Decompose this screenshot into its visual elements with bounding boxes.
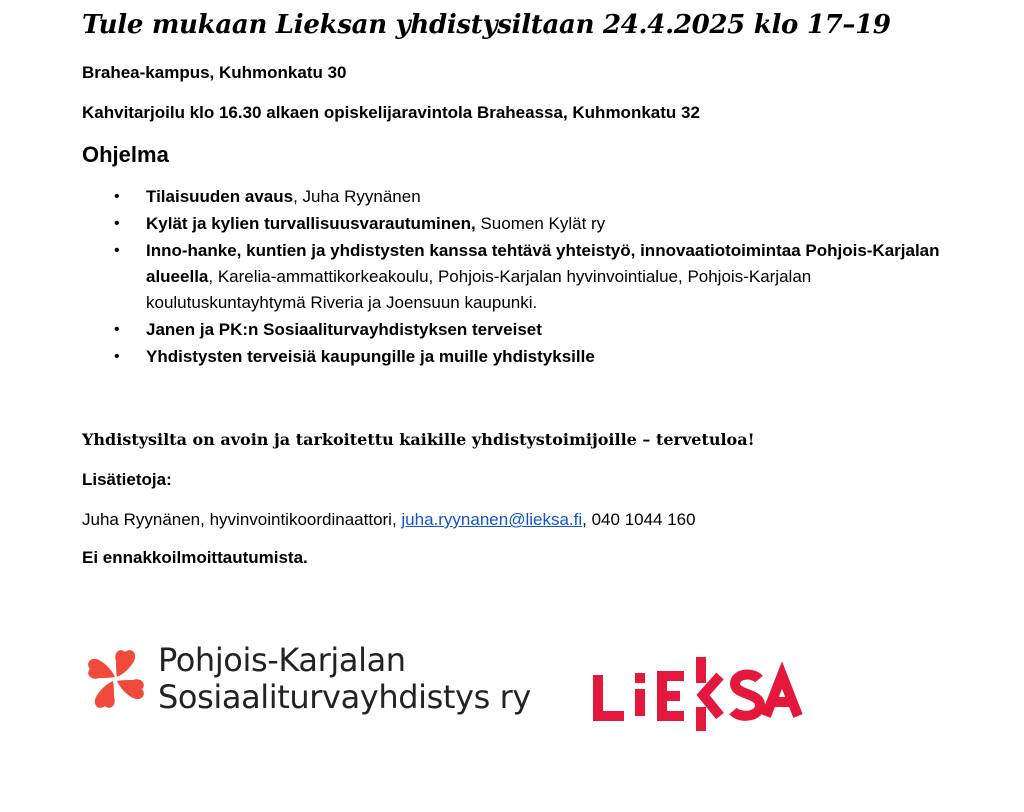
org-name-line-2: Sosiaaliturvayhdistys ry: [158, 678, 531, 716]
event-location: Brahea-kampus, Kuhmonkatu 30: [82, 63, 347, 82]
org-name: [158, 642, 531, 716]
program-heading: Ohjelma: [82, 142, 169, 167]
program-item-title: Yhdistysten terveisiä kaupungille ja muille yhdistyksille: [146, 347, 595, 366]
bullet-icon: •: [114, 321, 120, 338]
welcome-statement: Yhdistysilta on avoin ja tarkoitettu kaikille yhdistystoimijoille – tervetuloa!: [82, 430, 755, 449]
program-item-title: Kylät ja kylien turvallisuusvarautuminen,: [146, 214, 476, 233]
contact-line: [82, 510, 696, 530]
bullet-icon: •: [114, 215, 120, 232]
program-item-detail: , Juha Ryynänen: [293, 187, 421, 206]
program-item: [110, 211, 940, 237]
program-item-title: Janen ja PK:n Sosiaaliturvayhdistyksen terveiset: [146, 320, 542, 339]
program-item: [110, 344, 940, 370]
contact-phone: , 040 1044 160: [582, 510, 696, 529]
program-item-detail: Suomen Kylät ry: [475, 214, 606, 233]
bullet-icon: •: [114, 348, 120, 365]
no-registration-note: Ei ennakkoilmoittautumista.: [82, 548, 308, 567]
contact-email-link[interactable]: juha.ryynanen@lieksa.fi: [401, 510, 583, 529]
program-item: [110, 184, 940, 210]
program-item-title: Tilaisuuden avaus: [146, 187, 294, 206]
contact-name-role: Juha Ryynänen, hyvinvointikoordinaattori,: [82, 510, 402, 529]
program-item: [110, 238, 940, 316]
bullet-icon: •: [114, 242, 120, 259]
event-title: Tule mukaan Lieksan yhdistysiltaan 24.4.2025 klo 17–19: [82, 10, 891, 40]
program-list: [110, 184, 940, 371]
program-item-detail: , Karelia-ammattikorkeakoulu, Pohjois-Karjalan hyvinvointialue, Pohjois-Karjalan koulutuskuntayhtymä Riveria ja Joensuun kaupunki.: [146, 267, 812, 312]
lieksa-logo: [590, 655, 805, 740]
bullet-icon: •: [114, 188, 120, 205]
program-item-title: Inno-hanke, kuntien ja yhdistysten kanssa tehtävä yhteistyö, innovaatiotoimintaa Pohjois-Karjalan alueella: [146, 241, 940, 286]
more-info-label: Lisätietoja:: [82, 470, 172, 489]
sosiaaliturvayhdistys-logo: [82, 638, 542, 734]
red-four-hearts-clover-icon: [82, 646, 148, 712]
org-name-line-1: Pohjois-Karjalan: [158, 641, 406, 679]
program-item: [110, 317, 940, 343]
coffee-info: Kahvitarjoilu klo 16.30 alkaen opiskelijaravintola Braheassa, Kuhmonkatu 32: [82, 103, 700, 122]
lieksa-wordmark: [590, 655, 805, 735]
